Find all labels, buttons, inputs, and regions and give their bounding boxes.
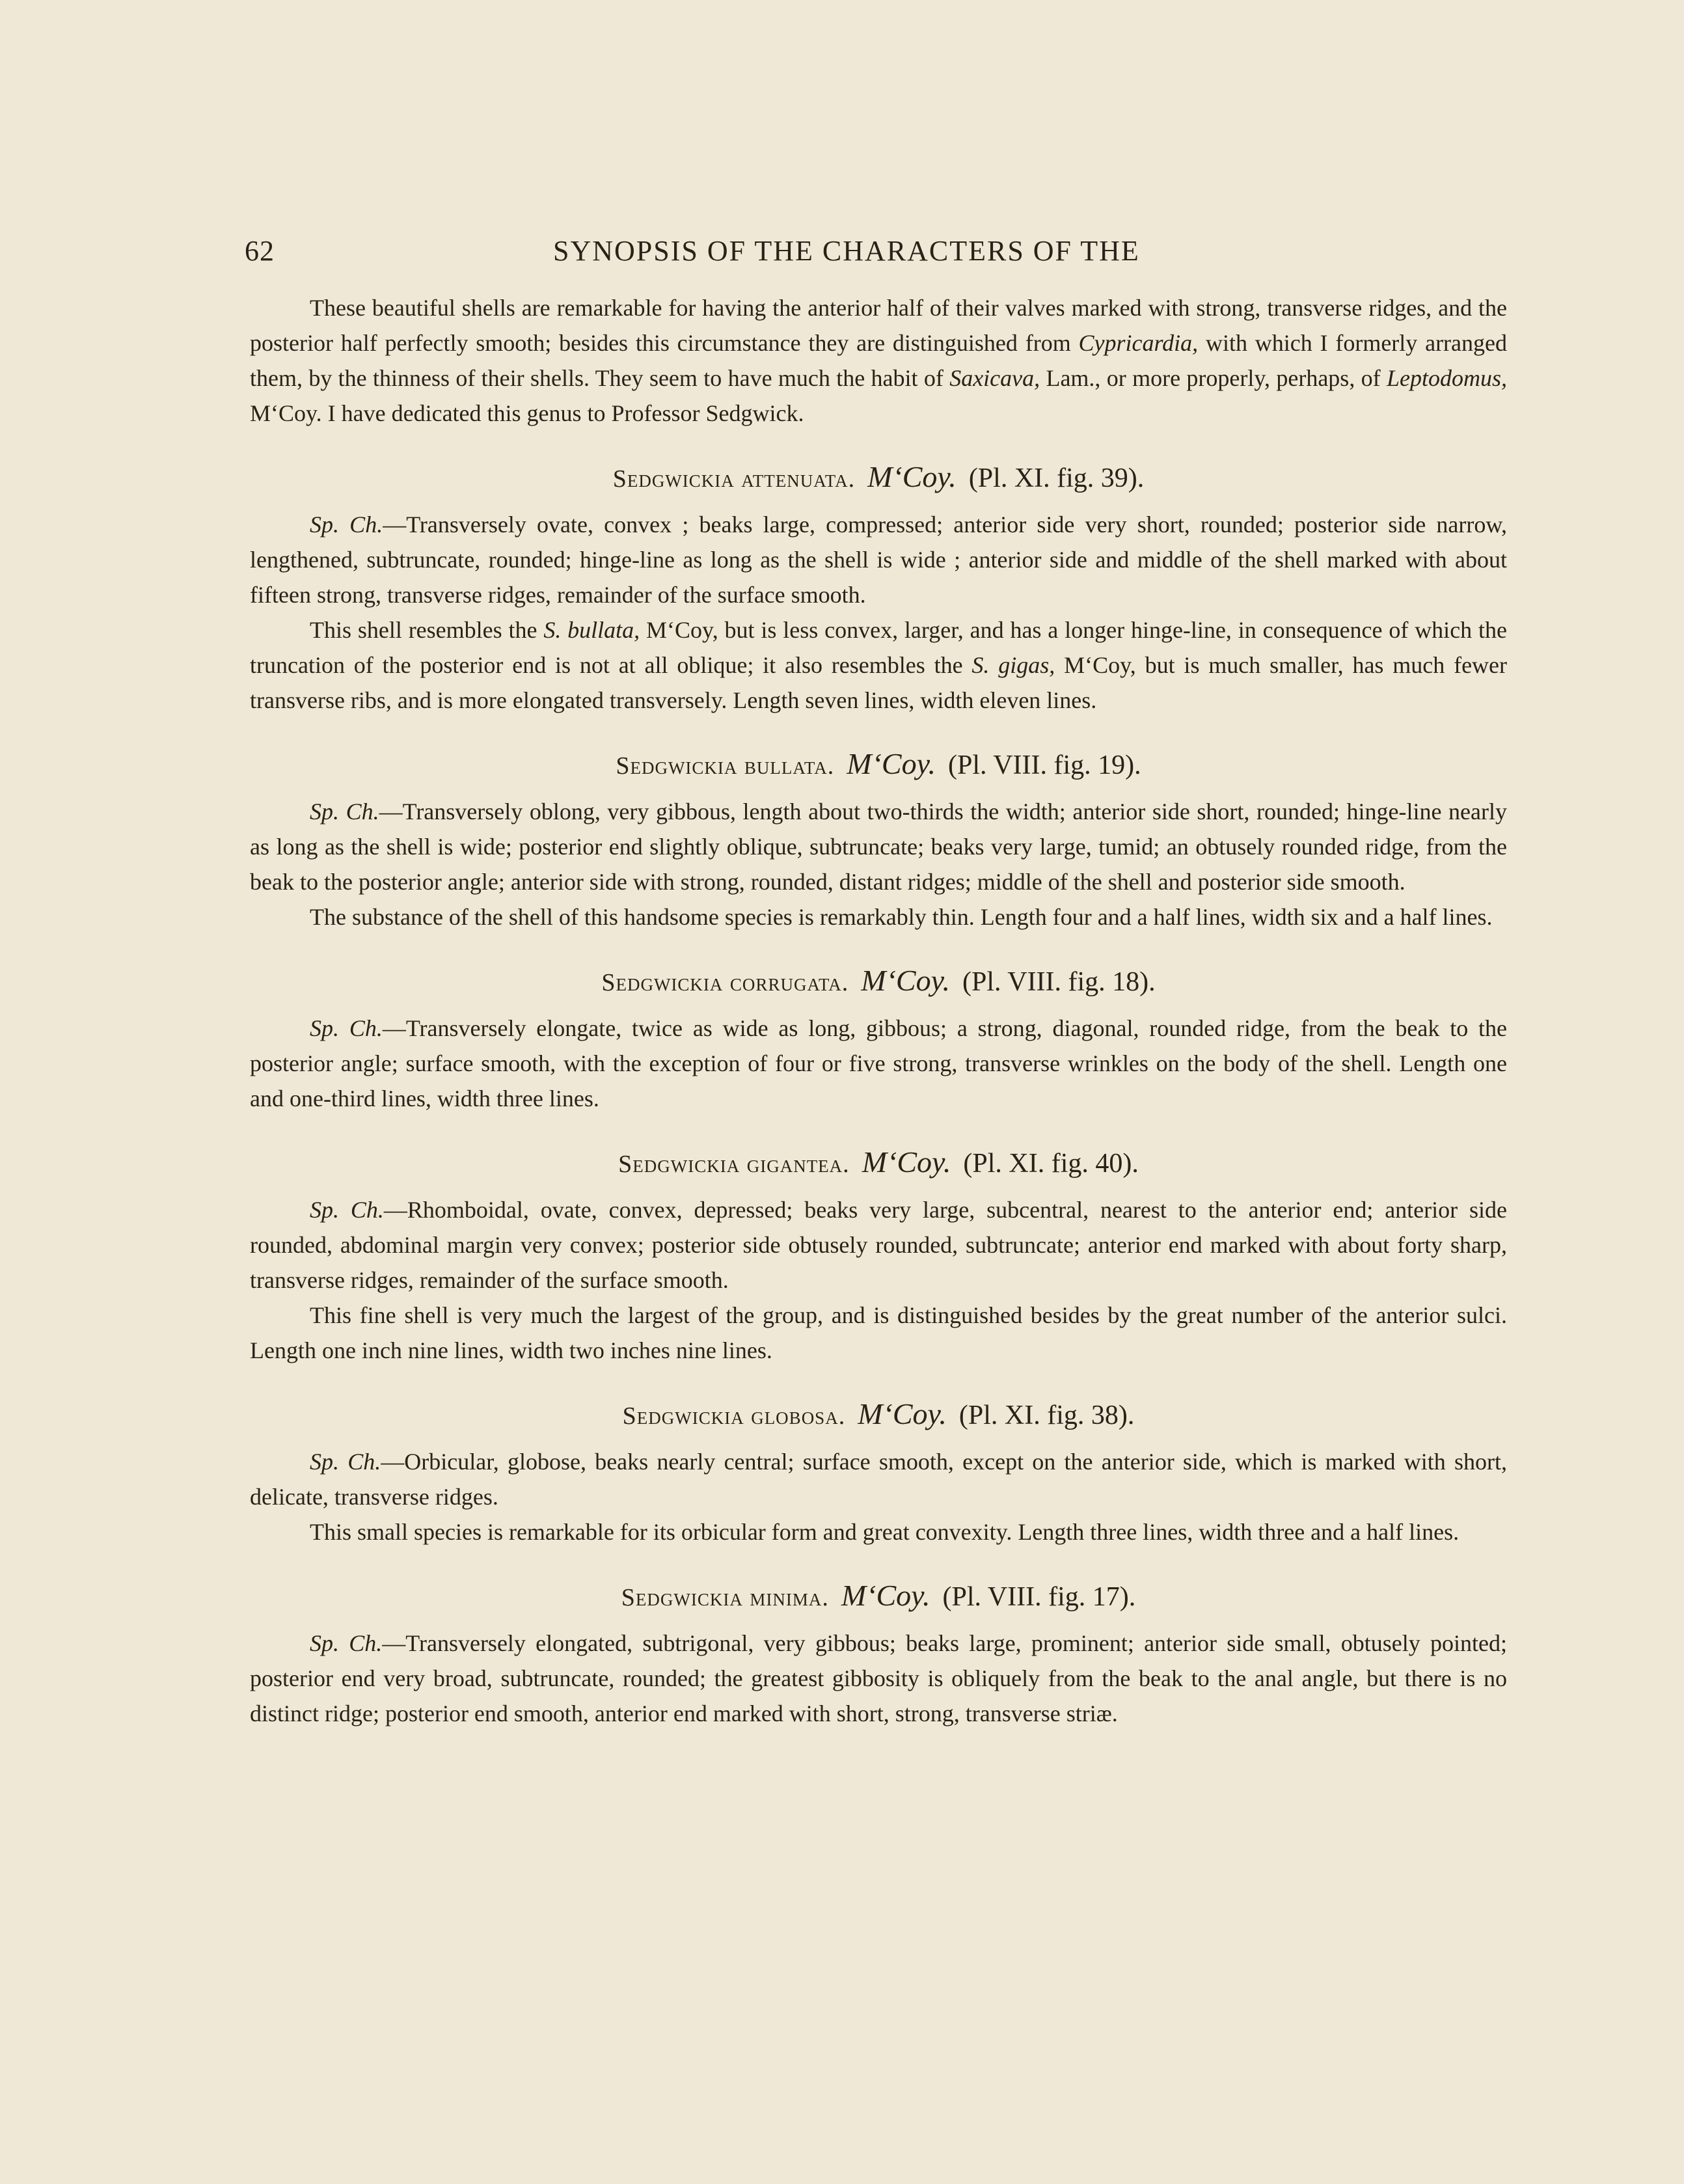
- species-author: M‘Coy.: [847, 747, 936, 780]
- species-name: Sedgwickia bullata.: [616, 752, 835, 780]
- species-heading: [250, 1145, 1507, 1182]
- plate-reference: (Pl. XI. fig. 39).: [968, 463, 1145, 493]
- plate-reference: (Pl. VIII. fig. 17).: [942, 1582, 1136, 1612]
- species-name: Sedgwickia gigantea.: [618, 1151, 850, 1178]
- species-name: Sedgwickia attenuata.: [612, 465, 856, 493]
- species-characters: Sp. Ch.—Rhomboidal, ovate, convex, depressed; beaks very large, subcentral, nearest to the anterior end; anterior side rounded, abdominal margin very convex; posterior side obtusely rounded, subtruncate; anterior end marked with about forty sharp, transverse ridges, remainder of the surface smooth.: [250, 1197, 1508, 1293]
- species-section-globosa: [250, 1397, 1507, 1549]
- species-heading: [250, 1397, 1507, 1434]
- species-name: Sedgwickia minima.: [621, 1584, 829, 1611]
- species-name: Sedgwickia corrugata.: [601, 969, 849, 996]
- species-author: M‘Coy.: [858, 1397, 947, 1430]
- intro-paragraph: These beautiful shells are remarkable for having the anterior half of their valves marked with strong, transverse ridges, and the posterior half perfectly smooth; besides this circumstance they are distinguished from Cypricardia, with which I formerly arranged them, by the thinness of their shells. They seem to have much the habit of Saxicava, Lam., or more properly, perhaps, of Leptodomus, M‘Coy. I have dedicated this genus to Professor Sedgwick.: [250, 295, 1507, 426]
- page-title: SYNOPSIS OF THE CHARACTERS OF THE: [553, 235, 1140, 267]
- body-text: [250, 290, 1507, 1760]
- sp-ch-label: Sp. Ch.: [310, 1197, 384, 1223]
- species-author: M‘Coy.: [841, 1579, 930, 1612]
- sp-ch-label: Sp. Ch.: [310, 1630, 383, 1656]
- page-number: 62: [245, 235, 275, 267]
- species-heading: [250, 963, 1507, 1000]
- species-heading: [250, 459, 1507, 497]
- species-characters: Sp. Ch.—Transversely oblong, very gibbous, length about two-thirds the width; anterior side short, rounded; hinge-line nearly as long as the shell is wide; posterior end slightly oblique, subtruncate; beaks very large, tumid; an obtusely rounded ridge, from the beak to the posterior angle; anterior side with strong, rounded, distant ridges; middle of the shell and posterior side smooth.: [250, 799, 1508, 895]
- species-section-minima: [250, 1578, 1507, 1731]
- species-remark: This small species is remarkable for its orbicular form and great convexity. Length three lines, width three and a half lines.: [310, 1519, 1460, 1545]
- species-heading: [250, 746, 1507, 784]
- species-author: M‘Coy.: [861, 964, 950, 997]
- species-remark: This shell resembles the S. bullata, M‘Coy, but is less convex, larger, and has a longer hinge-line, in consequence of which the truncation of the posterior end is not at all oblique; it also resembles the S. gigas, M‘Coy, but is much smaller, has much fewer transverse ribs, and is more elongated transversely. Length seven lines, width eleven lines.: [250, 617, 1508, 713]
- species-section-bullata: [250, 746, 1507, 935]
- plate-reference: (Pl. VIII. fig. 19).: [947, 750, 1141, 780]
- species-author: M‘Coy.: [862, 1145, 951, 1179]
- species-author: M‘Coy.: [867, 460, 957, 493]
- species-name: Sedgwickia globosa.: [622, 1402, 846, 1430]
- sp-ch-label: Sp. Ch.: [310, 512, 383, 538]
- running-head: [245, 234, 1501, 273]
- species-section-corrugata: [250, 963, 1507, 1116]
- plate-reference: (Pl. XI. fig. 40).: [963, 1149, 1139, 1179]
- species-characters: Sp. Ch.—Orbicular, globose, beaks nearly central; surface smooth, except on the anterior side, which is marked with short, delicate, transverse ridges.: [250, 1449, 1507, 1510]
- species-characters: Sp. Ch.—Transversely elongate, twice as wide as long, gibbous; a strong, diagonal, rounded ridge, from the beak to the posterior angle; surface smooth, with the exception of four or five strong, transverse wrinkles on the body of the shell. Length one and one-third lines, width three lines.: [250, 1015, 1507, 1112]
- plate-reference: (Pl. XI. fig. 38).: [958, 1400, 1135, 1430]
- sp-ch-label: Sp. Ch.: [310, 799, 379, 825]
- plate-reference: (Pl. VIII. fig. 18).: [962, 967, 1156, 997]
- species-characters: Sp. Ch.—Transversely ovate, convex ; beaks large, compressed; anterior side very short, rounded; posterior side narrow, lengthened, subtruncate, rounded; hinge-line as long as the shell is wide ; anterior side and middle of the shell marked with about fifteen strong, transverse ridges, remainder of the surface smooth.: [250, 512, 1507, 608]
- species-remark: The substance of the shell of this handsome species is remarkably thin. Length four and a half lines, width six and a half lines.: [310, 904, 1493, 930]
- sp-ch-label: Sp. Ch.: [310, 1015, 383, 1041]
- sp-ch-label: Sp. Ch.: [310, 1449, 381, 1475]
- species-section-gigantea: [250, 1145, 1507, 1368]
- species-heading: [250, 1578, 1507, 1615]
- species-remark: This fine shell is very much the largest of the group, and is distinguished besides by the great number of the anterior sulci. Length one inch nine lines, width two inches nine lines.: [250, 1302, 1507, 1363]
- species-section-attenuata: [250, 459, 1507, 718]
- species-characters: Sp. Ch.—Transversely elongated, subtrigonal, very gibbous; beaks large, prominent; anterior side small, obtusely pointed; posterior end very broad, subtruncate, rounded; the greatest gibbosity is obliquely from the beak to the anal angle, but there is no distinct ridge; posterior end smooth, anterior end marked with short, strong, transverse striæ.: [250, 1630, 1507, 1727]
